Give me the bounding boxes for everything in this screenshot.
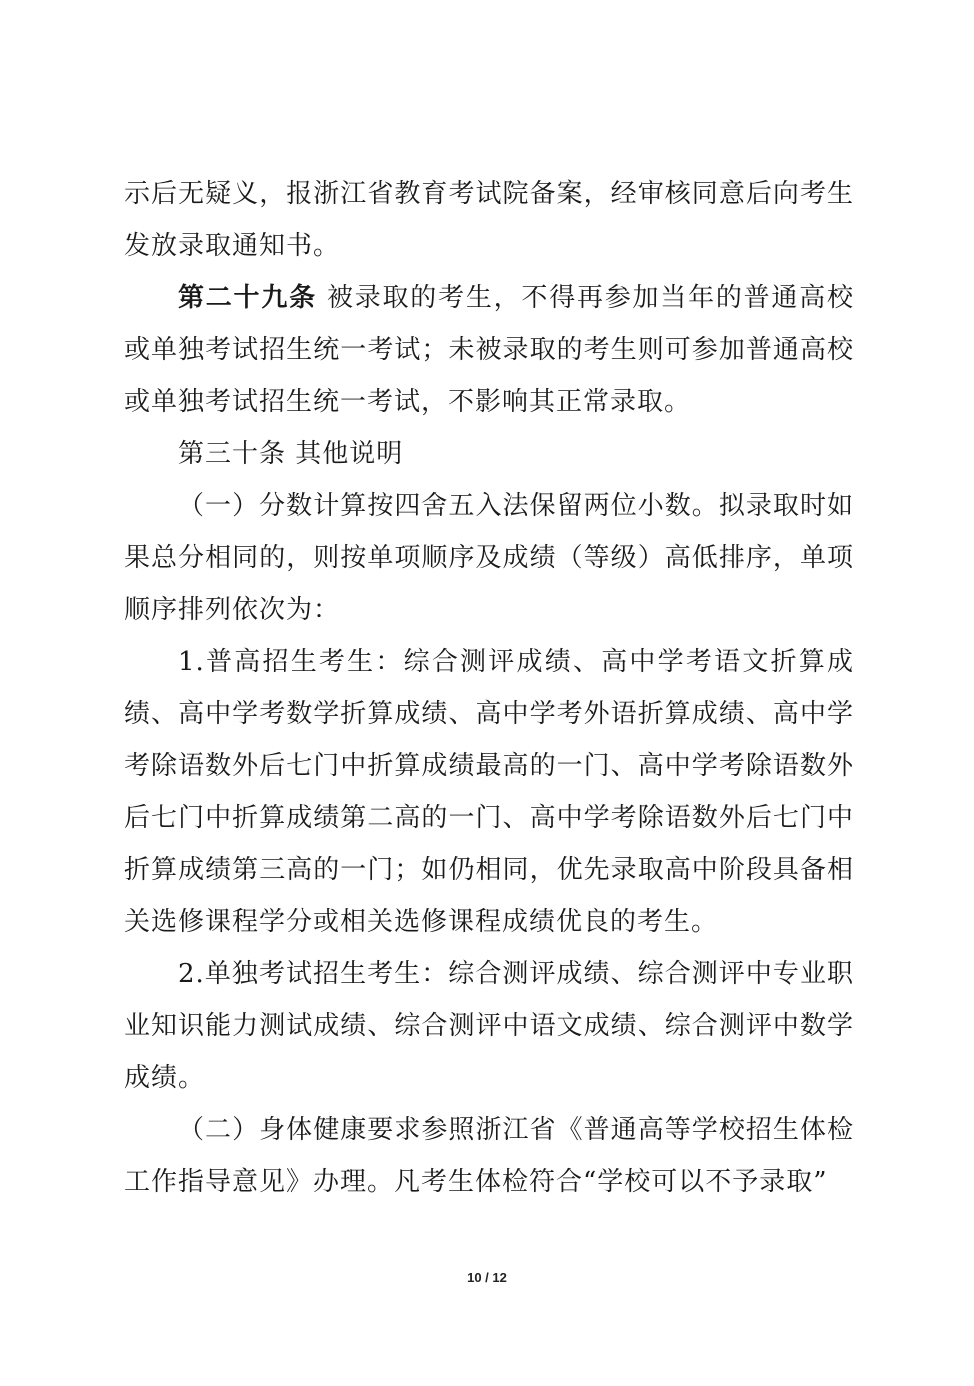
paragraph-5-text: 1.普高招生考生：综合测评成绩、高中学考语文折算成绩、高中学考数学折算成绩、高中学考外语折算成绩、高中学考除语数外后七门中折算成绩最高的一门、高中学考除语数外后七门中折算成绩第二高的一门、高中学考除语数外后七门中折算成绩第三高的一门；如仍相同，优先录取高中阶段具备相关选修课程学分或相关选修课程成绩优良的考生。 bbox=[124, 647, 854, 937]
paragraph-2 bbox=[124, 272, 854, 428]
paragraph-5 bbox=[124, 636, 854, 948]
paragraph-1 bbox=[124, 168, 854, 272]
paragraph-4 bbox=[124, 480, 854, 636]
paragraph-1-text: 示后无疑义，报浙江省教育考试院备案，经审核同意后向考生发放录取通知书。 bbox=[124, 179, 854, 261]
paragraph-7-text: （二）身体健康要求参照浙江省《普通高等学校招生体检工作指导意见》办理。凡考生体检符合“学校可以不予录取” bbox=[124, 1115, 854, 1197]
page-number: 10 / 12 bbox=[467, 1270, 507, 1285]
paragraph-4-text: （一）分数计算按四舍五入法保留两位小数。拟录取时如果总分相同的，则按单项顺序及成绩（等级）高低排序，单项顺序排列依次为： bbox=[124, 491, 854, 625]
paragraph-2-text: 被录取的考生，不得再参加当年的普通高校或单独考试招生统一考试；未被录取的考生则可参加普通高校或单独考试招生统一考试，不影响其正常录取。 bbox=[124, 283, 854, 417]
document-body bbox=[124, 168, 854, 1208]
article-30-heading: 第三十条 其他说明 bbox=[178, 439, 404, 469]
paragraph-6 bbox=[124, 948, 854, 1104]
paragraph-3 bbox=[124, 428, 854, 480]
paragraph-6-text: 2.单独考试招生考生：综合测评成绩、综合测评中专业职业知识能力测试成绩、综合测评中语文成绩、综合测评中数学成绩。 bbox=[124, 959, 854, 1093]
article-29-heading: 第二十九条 bbox=[178, 283, 317, 313]
paragraph-7 bbox=[124, 1104, 854, 1208]
